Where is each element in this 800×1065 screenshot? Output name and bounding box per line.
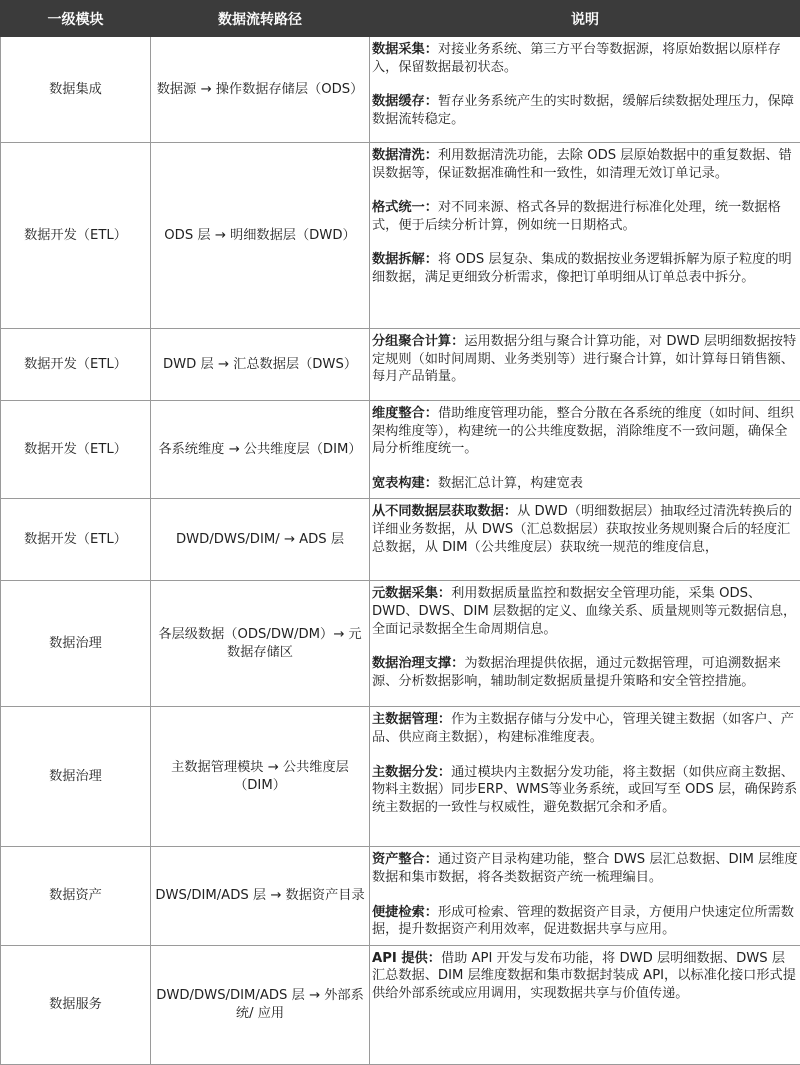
header-description: 说明 <box>370 1 800 37</box>
description-cell <box>370 945 800 1064</box>
description-term: 从不同数据层获取数据： <box>372 504 517 519</box>
module-cell: 数据开发（ETL） <box>1 143 151 329</box>
description-text: 借助维度管理功能，整合分散在各系统的维度（如时间、组织架构维度等），构建统一的公共维度数据，消除维度不一致问题，确保全局分析维度统一。 <box>372 406 794 456</box>
description-term: 宽表构建： <box>372 476 438 491</box>
description-text: 利用数据清洗功能，去除 ODS 层原始数据中的重复数据、错误数据等，保证数据准确性和一致性，如清理无效订单记录。 <box>372 148 792 181</box>
module-cell: 数据治理 <box>1 581 151 707</box>
description-paragraph <box>372 711 798 746</box>
description-term: 主数据管理： <box>372 712 451 727</box>
description-cell <box>370 329 800 401</box>
description-text: 将 ODS 层复杂、集成的数据按业务逻辑拆解为原子粒度的明细数据，满足更细致分析需求，像把订单明细从订单总表中拆分。 <box>372 252 792 285</box>
module-cell: 数据服务 <box>1 945 151 1064</box>
description-term: API 提供： <box>372 951 441 966</box>
table-row <box>1 329 800 401</box>
path-cell: DWD 层 → 汇总数据层（DWS） <box>151 329 370 401</box>
description-text: 作为主数据存储与分发中心，管理关键主数据（如客户、产品、供应商主数据），构建标准维度表。 <box>372 712 794 745</box>
description-term: 元数据采集： <box>372 586 451 601</box>
path-cell: ODS 层 → 明细数据层（DWD） <box>151 143 370 329</box>
description-text: 运用数据分组与聚合计算功能，对 DWD 层明细数据按特定规则（如时间周期、业务类别等）进行聚合计算，如计算每日销售额、每月产品销量。 <box>372 334 796 384</box>
module-cell: 数据资产 <box>1 847 151 945</box>
description-cell <box>370 581 800 707</box>
description-term: 数据缓存： <box>372 94 438 109</box>
description-term: 数据清洗： <box>372 148 438 163</box>
table-row <box>1 945 800 1064</box>
description-text: 通过模块内主数据分发功能，将主数据（如供应商主数据、物料主数据）同步ERP、WMS等业务系统，或回写至 ODS 层，确保跨系统主数据的一致性与权威性，避免数据冗余和矛盾。 <box>372 765 797 815</box>
description-term: 资产整合： <box>372 852 438 867</box>
path-cell: DWD/DWS/DIM/ADS 层 → 外部系统/ 应用 <box>151 945 370 1064</box>
description-paragraph <box>372 655 798 690</box>
description-term: 便捷检索： <box>372 905 438 920</box>
description-cell <box>370 401 800 499</box>
description-term: 分组聚合计算： <box>372 334 464 349</box>
description-text: 从 DWD（明细数据层）抽取经过清洗转换后的详细业务数据，从 DWS（汇总数据层）获取按业务规则聚合后的轻度汇总数据，从 DIM（公共维度层）获取统一规范的维度信息， <box>372 504 792 554</box>
description-paragraph <box>372 585 798 638</box>
path-cell: DWD/DWS/DIM/ → ADS 层 <box>151 499 370 581</box>
description-paragraph <box>372 764 798 817</box>
description-cell <box>370 847 800 945</box>
description-text: 借助 API 开发与发布功能，将 DWD 层明细数据、DWS 层汇总数据、DIM 层维度数据和集市数据封装成 API，以标准化接口形式提供给外部系统或应用调用，实现数据共享与价值传递。 <box>372 951 796 1001</box>
description-paragraph <box>372 93 798 128</box>
table-row <box>1 143 800 329</box>
description-paragraph <box>372 333 798 386</box>
table-row <box>1 847 800 945</box>
module-cell: 数据治理 <box>1 707 151 847</box>
description-paragraph <box>372 950 798 1003</box>
description-text: 通过资产目录构建功能，整合 DWS 层汇总数据、DIM 层维度数据和集市数据，将各类数据资产统一梳理编目。 <box>372 852 798 885</box>
table-row <box>1 37 800 143</box>
description-paragraph <box>372 199 798 234</box>
description-text: 暂存业务系统产生的实时数据，缓解后续数据处理压力，保障数据流转稳定。 <box>372 94 794 127</box>
table-row <box>1 499 800 581</box>
description-term: 数据采集： <box>372 42 438 57</box>
description-text: 形成可检索、管理的数据资产目录，方便用户快速定位所需数据，提升数据资产利用效率，促进数据共享与应用。 <box>372 905 794 938</box>
description-cell <box>370 37 800 143</box>
description-paragraph <box>372 503 798 556</box>
description-text: 对不同来源、格式各异的数据进行标准化处理，统一数据格式，便于后续分析计算，例如统一日期格式。 <box>372 200 781 233</box>
description-term: 数据拆解： <box>372 252 438 267</box>
module-cell: 数据开发（ETL） <box>1 401 151 499</box>
header-path: 数据流转路径 <box>151 1 370 37</box>
description-cell <box>370 707 800 847</box>
description-paragraph <box>372 475 798 493</box>
description-paragraph <box>372 904 798 939</box>
header-module: 一级模块 <box>1 1 151 37</box>
path-cell: 各层级数据（ODS/DW/DM）→ 元数据存储区 <box>151 581 370 707</box>
description-paragraph <box>372 41 798 76</box>
path-cell: 各系统维度 → 公共维度层（DIM） <box>151 401 370 499</box>
table-row <box>1 707 800 847</box>
path-cell: 数据源 → 操作数据存储层（ODS） <box>151 37 370 143</box>
description-text: 数据汇总计算，构建宽表 <box>438 476 583 491</box>
description-text: 利用数据质量监控和数据安全管理功能，采集 ODS、DWD、DWS、DIM 层数据的定义、血缘关系、质量规则等元数据信息，全面记录数据全生命周期信息。 <box>372 586 796 636</box>
description-paragraph <box>372 251 798 286</box>
description-paragraph <box>372 405 798 458</box>
path-cell: DWS/DIM/ADS 层 → 数据资产目录 <box>151 847 370 945</box>
description-term: 数据治理支撑： <box>372 656 464 671</box>
table-row <box>1 401 800 499</box>
description-text: 对接业务系统、第三方平台等数据源，将原始数据以原样存入，保留数据最初状态。 <box>372 42 781 75</box>
header-row <box>1 1 800 37</box>
description-term: 格式统一： <box>372 200 438 215</box>
description-term: 维度整合： <box>372 406 438 421</box>
description-paragraph <box>372 147 798 182</box>
module-cell: 数据开发（ETL） <box>1 329 151 401</box>
table-row <box>1 581 800 707</box>
module-cell: 数据开发（ETL） <box>1 499 151 581</box>
description-text: 为数据治理提供依据，通过元数据管理，可追溯数据来源、分析数据影响，辅助制定数据质量提升策略和安全管控措施。 <box>372 656 781 689</box>
description-cell <box>370 143 800 329</box>
description-paragraph <box>372 851 798 886</box>
path-cell: 主数据管理模块 → 公共维度层（DIM） <box>151 707 370 847</box>
description-term: 主数据分发： <box>372 765 451 780</box>
module-cell: 数据集成 <box>1 37 151 143</box>
description-cell <box>370 499 800 581</box>
